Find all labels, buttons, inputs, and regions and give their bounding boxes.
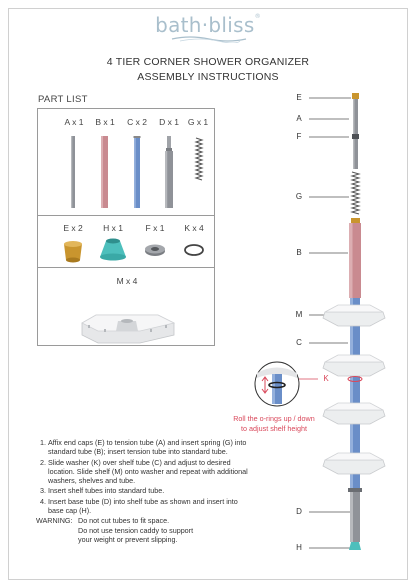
warning-text xyxy=(78,516,193,544)
part-label-d: D x 1 xyxy=(159,117,179,127)
o-ring-note-line1: Roll the o-rings up / down xyxy=(233,414,315,423)
part-label-b: B x 1 xyxy=(95,117,115,127)
brand-trademark: ® xyxy=(254,13,261,20)
diagram-label-m: M xyxy=(295,310,303,319)
diagram-shelf-m-2 xyxy=(323,355,385,376)
diagram-spring-g xyxy=(352,172,359,214)
warning-line: your weight or prevent slipping. xyxy=(78,534,178,544)
diagram-label-f: F xyxy=(296,132,302,141)
diagram-label-g: G xyxy=(295,192,303,201)
diagram-label-k: K xyxy=(323,374,329,383)
part-label-f: F x 1 xyxy=(145,223,165,233)
diagram-shelf-m-4 xyxy=(323,453,385,474)
part-label-m: M x 4 xyxy=(116,276,138,286)
warning-block xyxy=(36,516,248,544)
diagram-cap-f xyxy=(348,488,362,492)
page-title: 4 TIER CORNER SHOWER ORGANIZER xyxy=(106,56,310,68)
magnifier-detail-icon xyxy=(255,362,299,406)
brand-name: bath·bliss xyxy=(155,13,255,37)
o-ring-adjust-note xyxy=(212,414,336,434)
diagram-tube-d xyxy=(350,492,360,542)
diagram-end-cap-e2 xyxy=(351,218,360,223)
instruction-steps xyxy=(36,438,248,515)
diagram-tube-b xyxy=(349,223,361,298)
diagram-label-b: B xyxy=(296,248,302,257)
part-label-h: H x 1 xyxy=(103,223,123,233)
o-ring-note-line2: to adjust shelf height xyxy=(241,424,307,433)
assembly-instructions xyxy=(36,438,248,544)
warning-line: Do not cut tubes to fit space. xyxy=(78,516,170,526)
diagram-tube-a xyxy=(352,99,359,169)
diagram-label-h: H xyxy=(296,543,302,552)
diagram-label-d: D xyxy=(296,507,302,516)
instruction-step: 3. Insert shelf tubes into standard tube. xyxy=(48,486,248,495)
diagram-end-cap-e xyxy=(352,93,359,99)
instruction-step: 4. Insert base tube (D) into shelf tube as shown and insert into base cap (H). xyxy=(48,497,248,516)
part-label-g: G x 1 xyxy=(187,117,209,127)
page-subtitle: ASSEMBLY INSTRUCTIONS xyxy=(137,71,279,83)
diagram-base-cap-h xyxy=(349,542,361,550)
part-label-a: A x 1 xyxy=(64,117,84,127)
part-label-k: K x 4 xyxy=(184,223,204,233)
instruction-step: 1. Affix end caps (E) to tension tube (A) and insert spring (G) into standard tube (B); insert tension tube into standard tube. xyxy=(48,438,248,457)
part-label-e: E x 2 xyxy=(63,223,83,233)
diagram-shelf-m-1 xyxy=(323,305,385,326)
instruction-step: 2. Slide washer (K) over shelf tube (C) and adjust to desired location. Slide shelf (M) onto washer and repeat with additional washers, shelves and tube. xyxy=(48,458,248,486)
warning-line: Do not use tension caddy to support xyxy=(78,525,194,535)
part-list-heading: PART LIST xyxy=(38,94,88,105)
diagram-label-e: E xyxy=(296,93,302,102)
warning-label: WARNING: xyxy=(36,516,73,526)
diagram-label-a: A xyxy=(296,114,302,123)
diagram-label-c: C xyxy=(296,338,302,347)
part-label-c: C x 2 xyxy=(127,117,147,127)
